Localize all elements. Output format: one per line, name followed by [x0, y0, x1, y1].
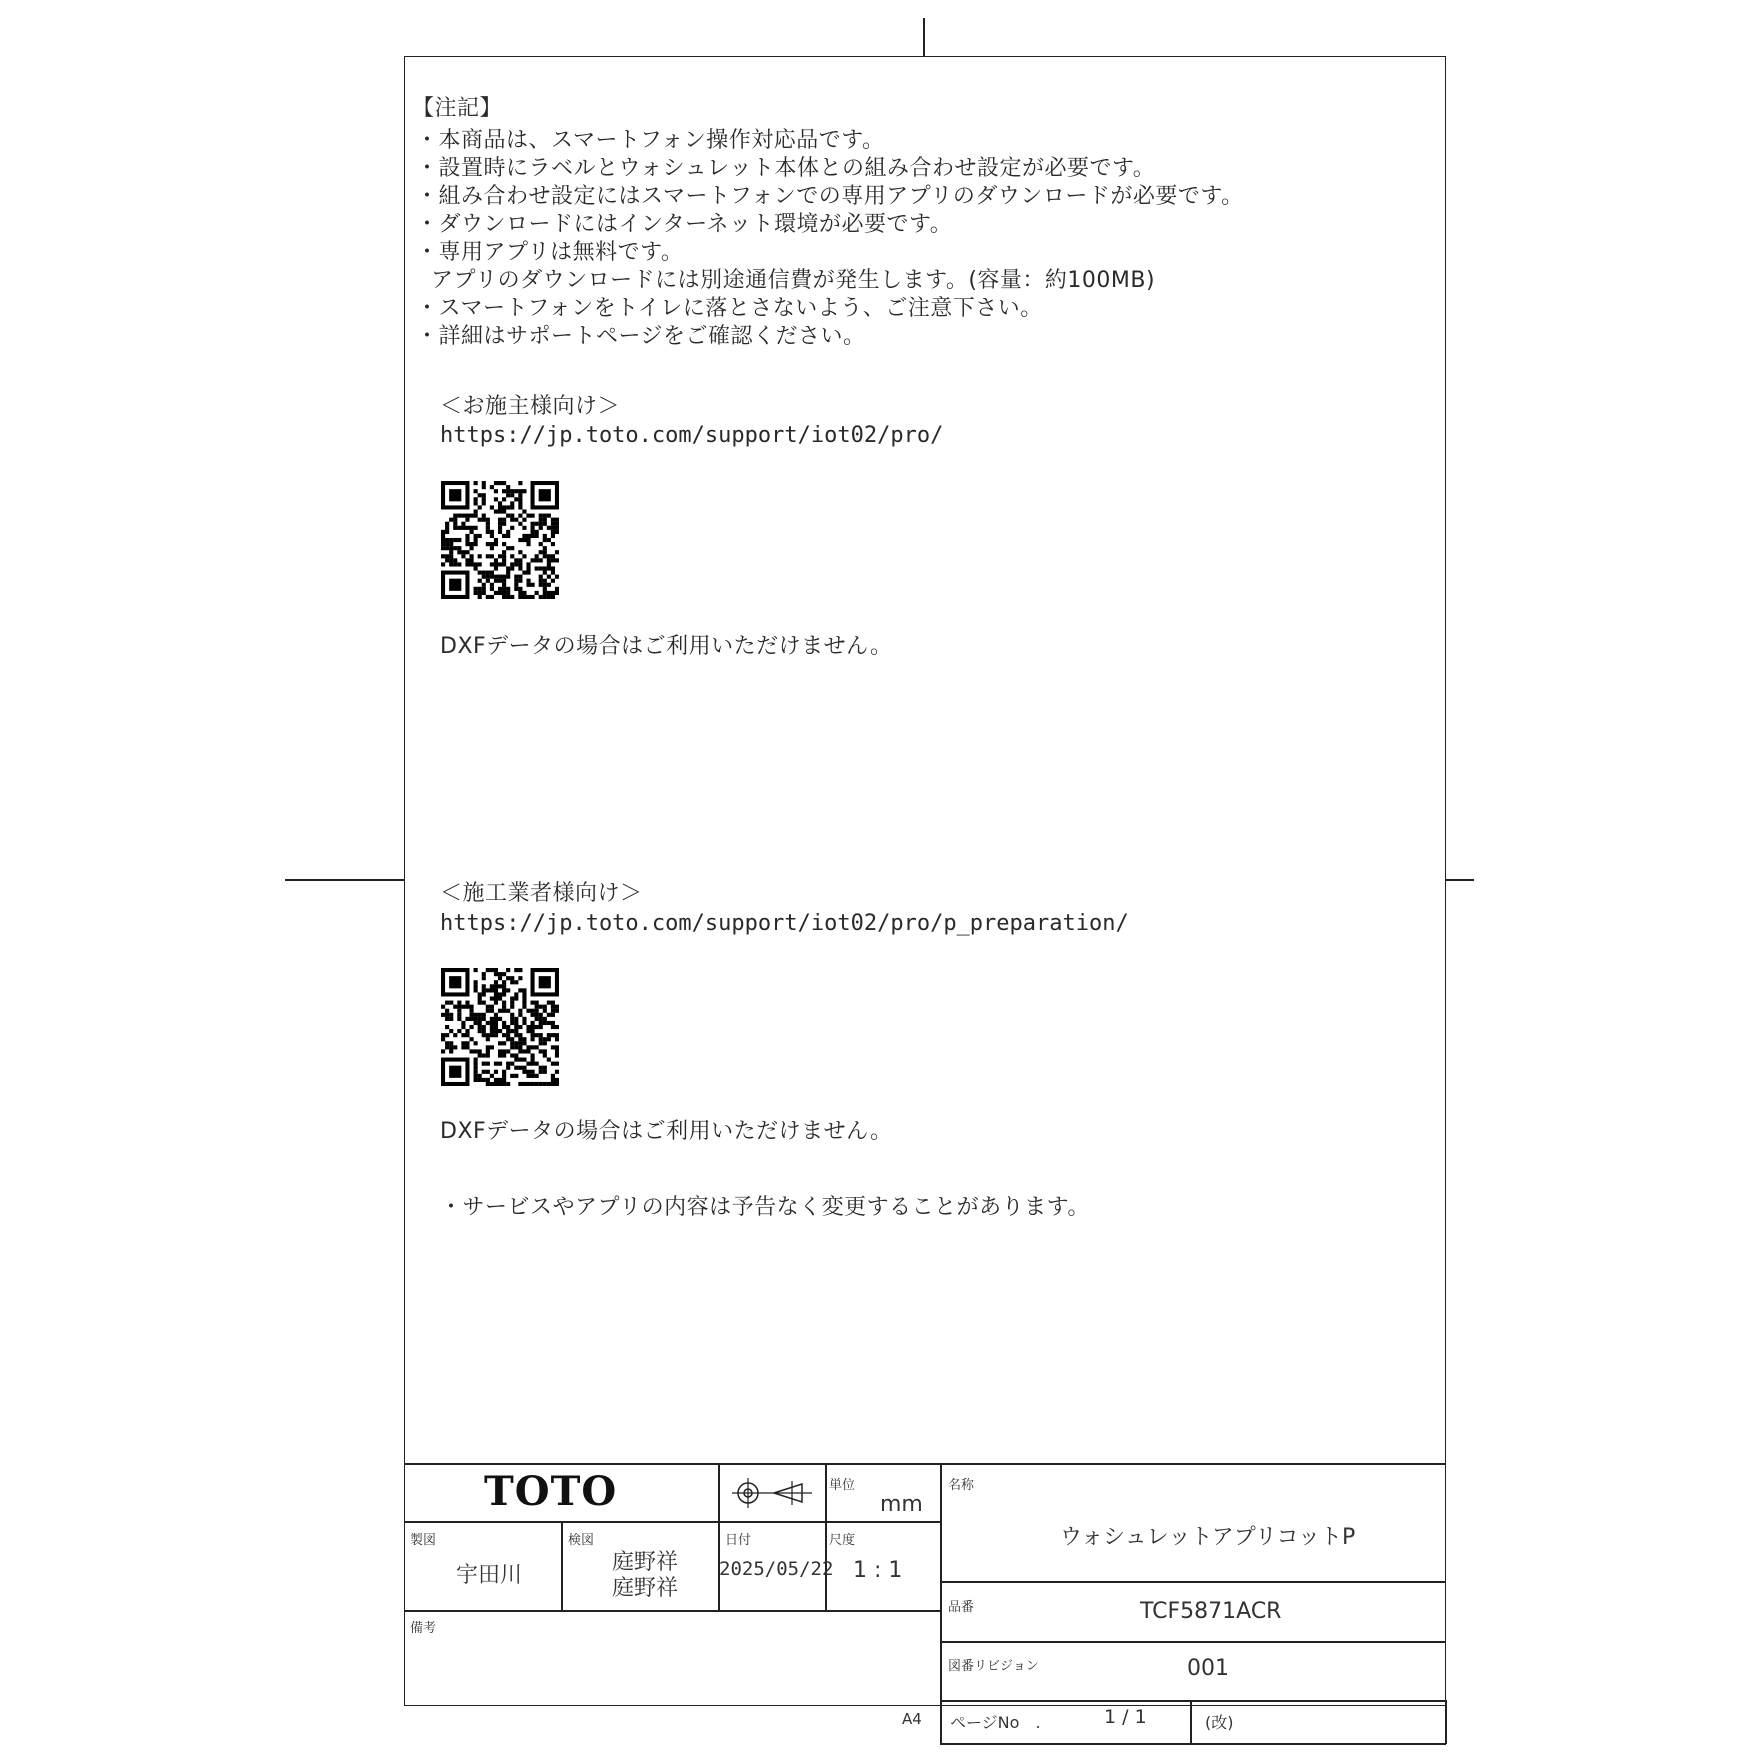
paper-size: A4 [902, 1710, 922, 1728]
owner-heading: ＜お施主様向け＞ [440, 394, 621, 419]
owner-dxf-note: DXFデータの場合はご利用いただけません。 [440, 634, 893, 659]
owner-qr-code[interactable] [441, 481, 559, 599]
notes-list [416, 127, 1244, 351]
revision-value: 001 [1187, 1656, 1229, 1681]
registration-mark-right [1446, 879, 1474, 881]
installer-dxf-note: DXFデータの場合はご利用いただけません。 [440, 1119, 893, 1144]
note-item: ・設置時にラベルとウォシュレット本体との組み合わせ設定が必要です。 [416, 156, 1156, 181]
date-label: 日付 [725, 1533, 752, 1548]
note-item: ・本商品は、スマートフォン操作対応品です。 [416, 128, 885, 153]
installer-heading: ＜施工業者様向け＞ [440, 881, 643, 906]
part-number-value: TCF5871ACR [1140, 1599, 1282, 1624]
page-suffix: (改) [1205, 1713, 1234, 1732]
name-value: ウォシュレットアプリコットP [1060, 1525, 1356, 1550]
page-value: 1 / 1 [1104, 1706, 1147, 1728]
date-value: 2025/05/22 [719, 1558, 834, 1580]
scale-value: 1 : 1 [853, 1558, 903, 1583]
page-label: ページNo . [950, 1713, 1041, 1732]
revision-label: 図番リビジョン [948, 1659, 1039, 1674]
installer-url[interactable]: https://jp.toto.com/support/iot02/pro/p_preparation/ [440, 911, 1129, 936]
note-item: アプリのダウンロードには別途通信費が発生します。(容量：約100MB) [416, 268, 1156, 293]
owner-url[interactable]: https://jp.toto.com/support/iot02/pro/ [440, 423, 944, 448]
drawn-value: 宇田川 [456, 1563, 523, 1588]
part-number-label: 品番 [948, 1600, 975, 1615]
registration-mark-left [285, 879, 404, 881]
scale-label: 尺度 [829, 1533, 856, 1548]
checked-value: 庭野祥 [612, 1576, 679, 1601]
checked-value: 庭野祥 [612, 1550, 679, 1575]
note-item: ・専用アプリは無料です。 [416, 240, 684, 265]
registration-mark-top [923, 18, 925, 56]
notes-header: 【注記】 [412, 96, 503, 121]
third-angle-projection-icon [730, 1476, 814, 1510]
footer-note: ・サービスやアプリの内容は予告なく変更することがあります。 [440, 1195, 1090, 1220]
note-item: ・詳細はサポートページをご確認ください。 [416, 324, 866, 349]
unit-label: 単位 [829, 1478, 856, 1493]
unit-value: mm [880, 1492, 923, 1517]
drawn-label: 製図 [410, 1533, 437, 1548]
note-item: ・スマートフォンをトイレに落とさないよう、ご注意下さい。 [416, 296, 1043, 321]
checked-label: 検図 [568, 1533, 595, 1548]
name-label: 名称 [948, 1478, 975, 1493]
toto-logo: TOTO [484, 1468, 618, 1515]
note-item: ・ダウンロードにはインターネット環境が必要です。 [416, 212, 953, 237]
note-item: ・組み合わせ設定にはスマートフォンでの専用アプリのダウンロードが必要です。 [416, 184, 1244, 209]
installer-qr-code[interactable] [441, 968, 559, 1086]
remarks-label: 備考 [410, 1621, 437, 1636]
